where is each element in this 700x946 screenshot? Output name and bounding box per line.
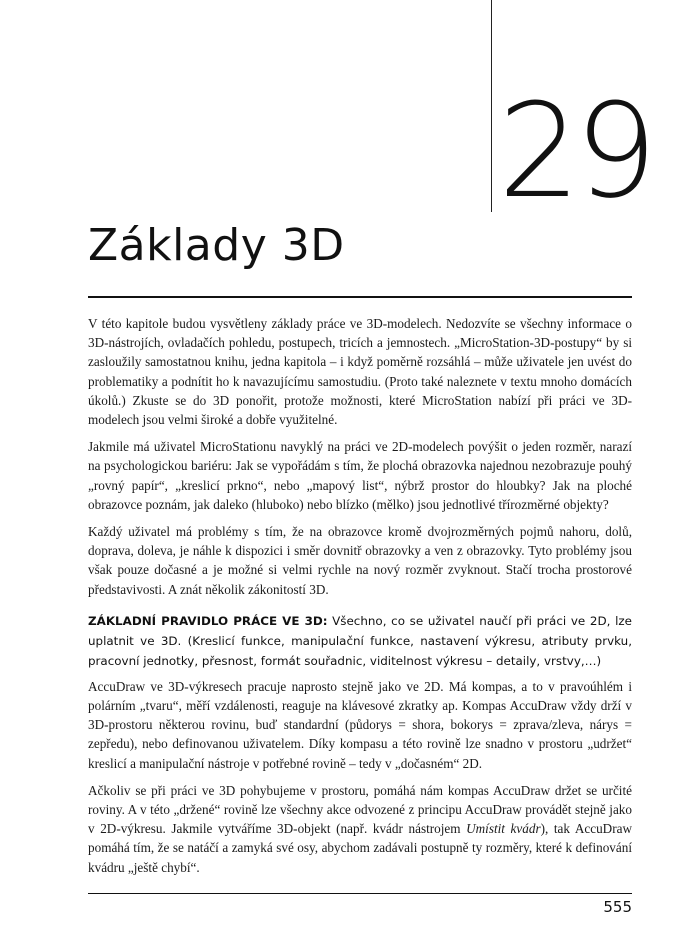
tool-name-place-box: Umístit kvádr <box>466 821 541 837</box>
chapter-number: 29 <box>498 75 652 227</box>
basic-rule-heading: ZÁKLADNÍ PRAVIDLO PRÁCE VE 3D: <box>88 613 328 628</box>
chapter-title: Základy 3D <box>88 220 345 271</box>
chapter-body <box>88 314 632 885</box>
header-vertical-rule <box>491 0 492 212</box>
basic-rule-text <box>88 611 632 671</box>
footer-rule <box>88 893 632 894</box>
basic-rule-body: Všechno, co se uživatel naučí při práci ve 2D, lze uplatnit ve 3D. (Kreslicí funkce, manipulační funkce, nastavení výkresu, atributy prvku, pracovní jednotky, přesnost, formát souřadnic, viditelnost výkresu – detaily, vrstvy,…) <box>88 613 632 668</box>
page-number: 555 <box>603 898 632 916</box>
paragraph-directions: Každý uživatel má problémy s tím, že na obrazovce kromě dvojrozměrných pojmů nahoru, dolů, doprava, doleva, je náhle k dispozici i směr dovnitř obrazovky a ven z obrazovky. Tyto problémy jsou však pouze dočasné a je možné si velmi rychle na nový rozměr zvyknout. Stačí trocha prostorové představivosti. A znát několik zákonitostí 3D. <box>88 524 632 597</box>
paragraph-accudraw-plane <box>88 781 632 877</box>
basic-rule-note <box>88 611 632 671</box>
paragraph-part-after: ), tak AccuDraw pomáhá tím, že se natáčí a zamyká své osy, abychom zadávali postupně ty rozměry, které k definování kvádru „ještě chybí“. <box>88 821 632 875</box>
paragraph-accudraw: AccuDraw ve 3D-výkresech pracuje naprosto stejně jako ve 2D. Má kompas, a to v pravoúhlém i polárním „tvaru“, měří vzdálenosti, reaguje na klávesové zkratky ap. Kompas AccuDraw vždy drží v 3D-prostoru některou rovinu, buď standardní (půdorys = shora, bokorys = zprava/zleva, nárys = zepředu), nebo definovanou uživatelem. Díky kompasu a této rovině lze snadno v prostoru „udržet“ kreslicí a manipulační nástroje v potřebné rovině – tedy v „dočasném“ 2D. <box>88 678 632 771</box>
paragraph-barrier: Jakmile má uživatel MicroStationu navyklý na práci ve 2D-modelech povýšit o jeden rozměr, narazí na psychologickou bariéru: Jak se vypořádám s tím, že plochá obrazovka najednou nezobrazuje pouhý „rovný papír“, „kreslicí prkno“, nebo „mapový list“, nýbrž prostor do hloubky? Jak na ploché obrazovce poznám, jak daleko (hluboko) nebo blízko (mělko) jsou jednotlivé třírozměrné objekty? <box>88 439 632 512</box>
paragraph-part-before: Ačkoliv se při práci ve 3D pohybujeme v prostoru, pomáhá nám kompas AccuDraw držet se určité roviny. A v této „držené“ rovině lze všechny akce odvozené z principu AccuDraw provádět stejně jako v 2D-výkresu. Jakmile vytváříme 3D-objekt (např. kvádr nástrojem <box>88 782 632 837</box>
title-underline <box>88 296 632 298</box>
paragraph-intro: V této kapitole budou vysvětleny základy práce ve 3D-modelech. Nedozvíte se všechny informace o 3D-nástrojích, ovladačích pohledu, postupech, tricích a jemnostech. „MicroStation-3D-postupy“ by si zasloužily samostatnou knihu, jedna kapitola – i když poměrně rozsáhlá – může uživatele jen uvést do problematiky a podnítit ho k navazujícímu samostudiu. (Proto také naleznete v textu mnoho domácích úkolů.) Zkuste se do 3D ponořit, protože možnosti, které MicroStation nabízí při práci ve 3D-modelech jsou velmi široké a dobře využitelné. <box>88 316 632 428</box>
